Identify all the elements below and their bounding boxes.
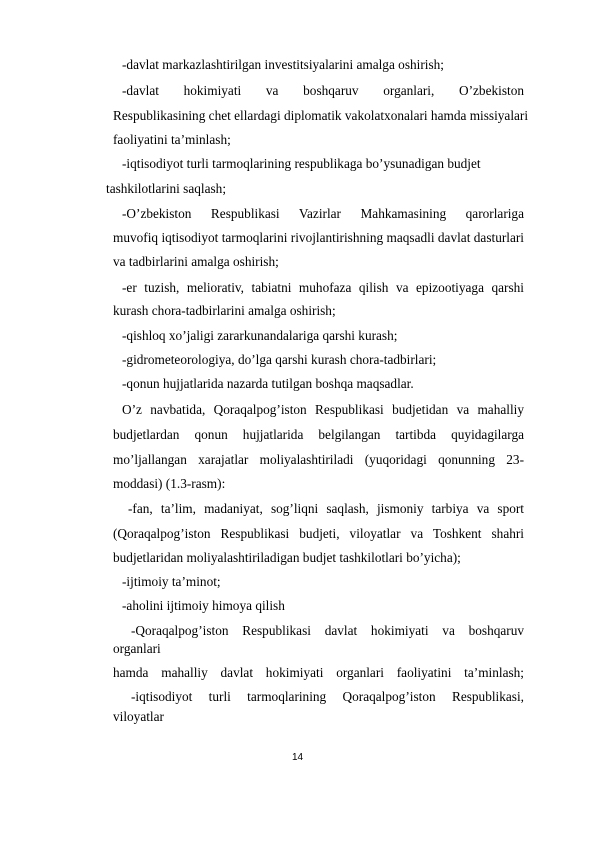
page-number: 14: [291, 752, 304, 763]
text-line: -iqtisodiyot turli tarmoqlarining respublikaga bo’ysunadigan budjet: [122, 156, 481, 171]
text-line: faoliyatini ta’minlash;: [113, 132, 231, 147]
text-line: -davlat hokimiyati va boshqaruv organlari, O’zbekiston: [122, 83, 524, 98]
text-line: -qonun hujjatlarida nazarda tutilgan boshqa maqsadlar.: [122, 376, 414, 391]
text-line: hamda mahalliy davlat hokimiyati organlari faoliyatini ta’minlash;: [113, 665, 524, 680]
text-line: organlari: [113, 641, 161, 656]
text-line: viloyatlar: [113, 709, 164, 724]
text-line: (Qoraqalpog’iston Respublikasi budjeti, viloyatlar va Toshkent shahri: [113, 526, 524, 541]
text-line: O’z navbatida, Qoraqalpog’iston Respublikasi budjetidan va mahalliy: [122, 402, 524, 417]
text-line: -Qoraqalpog’iston Respublikasi davlat hokimiyati va boshqaruv: [131, 623, 524, 638]
text-line: -fan, ta’lim, madaniyat, sog’liqni saqlash, jismoniy tarbiya va sport: [128, 501, 524, 516]
text-line: tashkilotlarini saqlash;: [106, 181, 227, 196]
text-line: -er tuzish, meliorativ, tabiatni muhofaza qilish va epizootiyaga qarshi: [122, 280, 524, 295]
text-line: -O’zbekiston Respublikasi Vazirlar Mahkamasining qarorlariga: [122, 206, 524, 221]
text-line: muvofiq iqtisodiyot tarmoqlarini rivojlantirishning maqsadli davlat dasturlari: [113, 230, 524, 245]
text-line: mo’ljallangan xarajatlar moliyalashtiriladi (yuqoridagi qonunning 23-: [113, 452, 524, 467]
text-line: kurash chora-tadbirlarini amalga oshirish;: [113, 303, 336, 318]
text-line: budjetlardan qonun hujjatlarida belgilangan tartibda quyidagilarga: [113, 427, 524, 442]
text-line: -iqtisodiyot turli tarmoqlarining Qoraqalpog’iston Respublikasi,: [131, 689, 524, 704]
text-line: -qishloq xo’jaligi zararkunandalariga qarshi kurash;: [122, 328, 398, 343]
text-line: -gidrometeorologiya, do’lga qarshi kurash chora-tadbirlari;: [122, 352, 437, 367]
text-line: moddasi) (1.3-rasm):: [113, 476, 226, 491]
text-line: va tadbirlarini amalga oshirish;: [113, 254, 279, 269]
text-line: -ijtimoiy ta’minot;: [122, 574, 221, 589]
text-line: Respublikasining chet ellardagi diplomatik vakolatxonalari hamda missiyalari: [113, 108, 529, 123]
text-line: -aholini ijtimoiy himoya qilish: [122, 598, 285, 613]
text-line: budjetlaridan moliyalashtiriladigan budjet tashkilotlari bo’yicha);: [113, 550, 461, 565]
text-line: -davlat markazlashtirilgan investitsiyalarini amalga oshirish;: [122, 57, 444, 72]
